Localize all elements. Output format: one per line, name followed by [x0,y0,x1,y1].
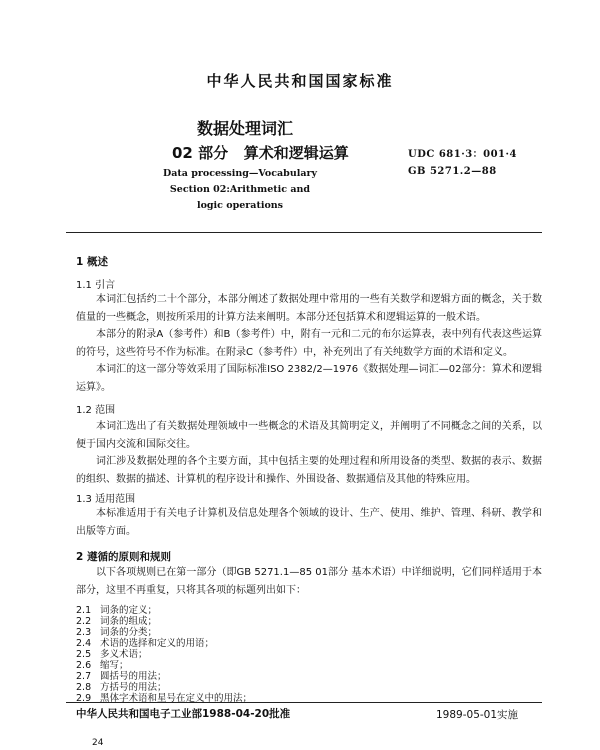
english-title-line: Section 02:Arithmetic and [169,184,311,195]
paragraph: 本标准适用于有关电子计算机及信息处理各个领域的设计、生产、使用、维护、管理、科研、教学和出版等方面。 [76,508,542,537]
paragraph-block [76,418,542,488]
list-item-text: 词条的组成； [100,616,158,627]
list-item-number: 2.6 [76,660,92,671]
document-subtitle [172,142,349,163]
subsection-heading: 1.3 适用范围 [76,494,136,505]
subsection-heading: 1.1 引言 [76,280,116,291]
subtitle-name: 算术和逻辑运算 [243,144,349,162]
english-title-line: Data processing—Vocabulary [162,168,318,179]
standard-title: 中华人民共和国国家标准 [206,72,394,90]
implementation-date: 1989-05-01实施 [436,709,519,721]
subsection-heading: 1.2 范围 [76,405,116,416]
section-heading: 2 遵循的原则和规则 [76,551,171,563]
paragraph-block [76,291,542,396]
list-item-number: 2.1 [76,605,92,616]
list-item-number: 2.2 [76,616,92,627]
paragraph: 本词汇选出了有关数据处理领域中一些概念的术语及其简明定义，并阐明了不同概念之间的关系，以便于国内交流和国际交往。 [76,421,542,450]
header-divider [66,232,542,233]
gb-code: GB 5271.2—88 [408,166,497,177]
list-item-text: 多义术语； [100,649,148,660]
document-title: 数据处理词汇 [196,119,293,138]
section-heading: 1 概述 [76,256,108,268]
paragraph: 以下各项规则已在第一部分（即GB 5271.1—85 01部分 基本术语）中详细说明，它们同样适用于本部分，这里不再重复，只将其各项的标题列出如下： [76,567,542,596]
list-item-text: 缩写； [100,660,129,671]
list-item-number: 2.9 [76,693,92,704]
english-title-line: logic operations [196,200,284,211]
list-item-text: 词条的定义； [100,605,158,616]
paragraph: 本词汇包括约二十个部分，本部分阐述了数据处理中常用的一些有关数学和逻辑方面的概念，关于数值量的一些概念，则按所采用的计算方法来阐明。本部分还包括算术和逻辑运算的一般术语。 [76,294,542,323]
paragraph: 本部分的附录A（参考件）和B（参考件）中，附有一元和二元的布尔运算表，表中列有代表这些运算的符号，这些符号不作为标准。在附录C（参考件）中，补充列出了有关纯数学方面的术语和定义。 [76,329,542,358]
paragraph-block [76,564,542,599]
paragraph-block [76,505,542,540]
paragraph: 词汇涉及数据处理的各个主要方面，其中包括主要的处理过程和所用设备的类型、数据的表示、数据的组织、数据的描述、计算机的程序设计和操作、外围设备、数据通信及其他的特殊应用。 [76,456,542,485]
list-item-number: 2.7 [76,671,92,682]
page-number: 24 [92,738,104,748]
list-item-number: 2.3 [76,627,92,638]
list-item-text: 术语的选择和定义的用语； [100,638,215,649]
list-item-number: 2.4 [76,638,92,649]
paragraph: 本词汇的这一部分等效采用了国际标准ISO 2382/2—1976《数据处理—词汇—02部分：算术和逻辑运算》。 [76,364,542,393]
list-item-text: 黑体字术语和星号在定义中的用法； [100,693,253,704]
approval-statement: 中华人民共和国电子工业部1988-04-20批准 [76,708,291,720]
udc-code: UDC 681·3：001·4 [408,149,517,160]
list-item-text: 圆括号的用法； [100,671,167,682]
list-item-number: 2.5 [76,649,92,660]
footer-divider [66,702,542,703]
list-item-number: 2.8 [76,682,92,693]
list-item-text: 词条的分类； [100,627,158,638]
list-item-text: 方括号的用法； [100,682,167,693]
subtitle-part: 02 部分 [172,144,229,162]
